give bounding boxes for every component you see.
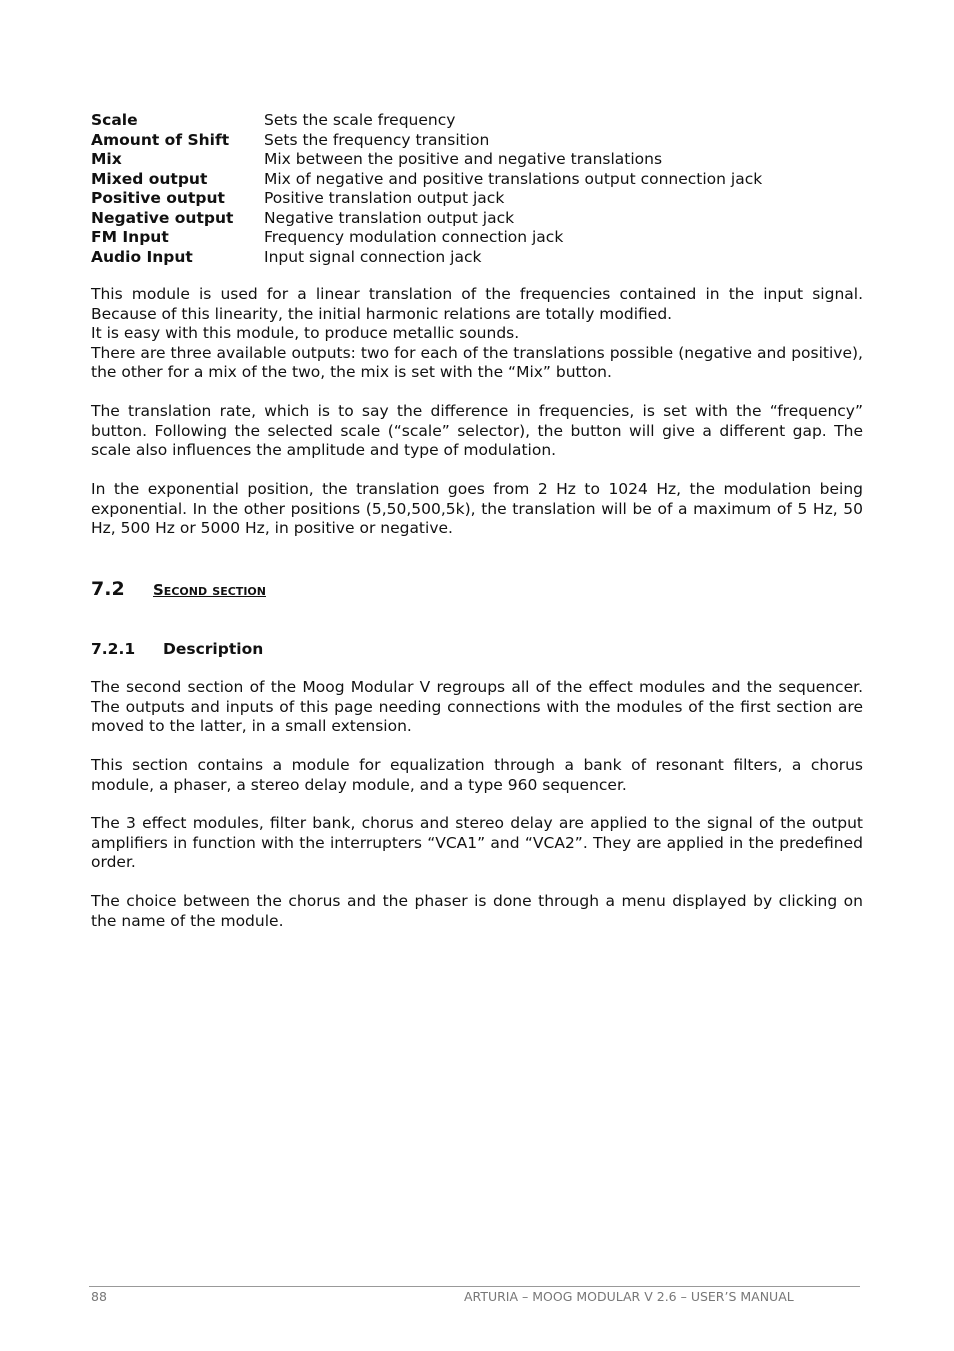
page-number: 88 [91,1289,107,1304]
description-paragraph-4: The choice between the chorus and the phaser is done through a menu displayed by clicking on the name of the module. [91,892,863,930]
intro-paragraph [91,285,863,383]
parameter-description: Positive translation output jack [264,189,505,207]
parameter-row [91,170,871,190]
parameter-description: Input signal connection jack [264,247,482,266]
section-number: 7.2 [91,578,125,600]
parameter-description: Mix between the positive and negative translations [264,150,663,168]
subsection-title: Description [163,640,264,658]
parameter-row [91,131,871,151]
parameter-name: Negative output [91,208,234,227]
section-heading [91,578,266,600]
parameter-description: Frequency modulation connection jack [264,228,564,246]
parameter-row [91,189,871,209]
parameter-description: Negative translation output jack [264,208,515,227]
footer-title: ARTURIA – MOOG MODULAR V 2.6 – USER’S MANUAL [464,1289,794,1304]
parameter-name: Audio Input [91,247,193,266]
parameter-name: Amount of Shift [91,130,230,149]
parameter-name: Mixed output [91,169,208,188]
parameter-description: Sets the frequency transition [264,130,490,149]
intro-line-1: This module is used for a linear translation of the frequencies contained in the input signal. Because of this linearity, the initial harmonic relations are totally modified. [91,285,863,323]
subsection-number: 7.2.1 [91,640,136,658]
translation-rate-paragraph: The translation rate, which is to say the difference in frequencies, is set with the “frequency” button. Following the selected scale (“scale” selector), the button will give a different gap. The scale also influences the amplitude and type of modulation. [91,402,863,459]
parameter-row [91,209,871,229]
parameter-list [91,111,871,267]
parameter-name: Scale [91,111,138,129]
parameter-row [91,248,871,268]
intro-line-3: There are three available outputs: two for each of the translations possible (negative and positive), the other for a mix of the two, the mix is set with the “Mix” button. [91,343,863,381]
intro-line-2: It is easy with this module, to produce metallic sounds. [91,324,520,342]
description-paragraph-1: The second section of the Moog Modular V regroups all of the effect modules and the sequencer. The outputs and inputs of this page needing connections with the modules of the first section are moved to the latter, in a small extension. [91,678,863,735]
section-title: Second section [153,581,266,599]
exponential-paragraph: In the exponential position, the translation goes from 2 Hz to 1024 Hz, the modulation being exponential. In the other positions (5,50,500,5k), the translation will be of a maximum of 5 Hz, 50 Hz, 500 Hz or 5000 Hz, in positive or negative. [91,480,863,537]
parameter-row [91,111,871,131]
parameter-description: Mix of negative and positive translations output connection jack [264,169,763,188]
parameter-description: Sets the scale frequency [264,111,456,129]
description-paragraph-3: The 3 effect modules, filter bank, chorus and stereo delay are applied to the signal of the output amplifiers in function with the interrupters “VCA1” and “VCA2”. They are applied in the predefined order. [91,814,863,871]
footer-divider [89,1286,860,1287]
parameter-row [91,150,871,170]
parameter-name: FM Input [91,228,169,246]
parameter-name: Mix [91,150,122,168]
description-paragraph-2: This section contains a module for equalization through a bank of resonant filters, a chorus module, a phaser, a stereo delay module, and a type 960 sequencer. [91,756,863,794]
parameter-name: Positive output [91,189,225,207]
subsection-heading [91,640,263,660]
parameter-row [91,228,871,248]
